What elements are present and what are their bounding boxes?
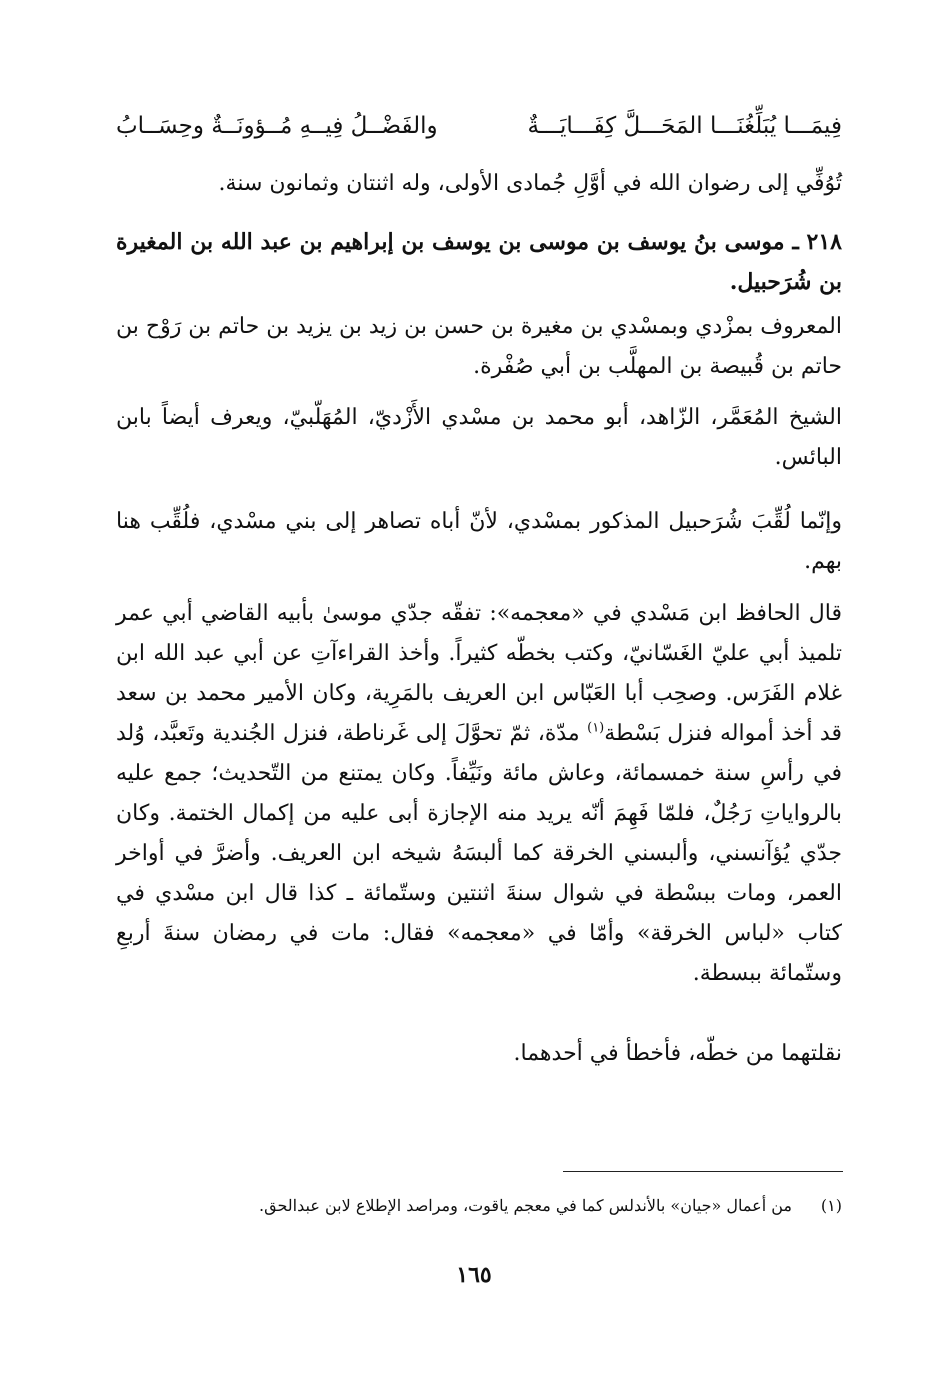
nickname-paragraph: وإنّما لُقِّبَ شُرَحبيل المذكور بمسْدي، لأنّ أباه تصاهر إلى بني مسْدي، فلُقِّب هنا بهم. [116,509,842,574]
verse-second-hemistich: والفَضْــلُ فِيــهِ مُــؤونَــةٌ وحِسَــابُ [116,113,438,139]
titles-paragraph: الشيخ المُعَمَّر، الزّاهد، أبو محمد بن مسْدي الأَزْديّ، المُهَلّبيّ، ويعرف أيضاً بابن البائس. [116,405,842,470]
biography-text-part-2: مدّة، ثمّ تحوَّلَ إلى غَرناطة، فنزل الجُندية وتَعبَّد، وُلد في رأسِ سنة خمسمائة، وعاش مائة ونَيِّفاً. وكان يمتنع من التّحديث؛ جمع عليه بالرواياتِ رَجُلٌ، فلمّا فَهِمَ أنّه يريد منه الإجازة أبى عليه من إكمال الختمة. وكان جدّي يُؤآنسني، وألبسني الخرقة كما ألبسَهُ شيخه ابن العريف. وأضرَّ في أواخر العمر، ومات ببسْطة في شوال سنةَ اثنتين وستّمائة ـ كذا قال ابن مسْدي في كتاب «لباس الخرقة» وأمّا في «معجمه» فقال: مات في رمضان سنةَ أربعِ وستّمائة ببسطة. [116,721,842,986]
footnote-text: من أعمال «جيان» بالأندلس كما في معجم ياقوت، ومراصد الإطلاع لابن عبدالحق. [259,1196,792,1215]
page-number: ١٦٥ [456,1262,492,1288]
death-date-paragraph: تُوُفِّي إلى رضوان الله في أوَّلِ جُمادى الأولى، وله اثنتان وثمانون سنة. [218,171,842,196]
lineage-paragraph: المعروف بمزْدي وبمسْدي بن مغيرة بن حسن بن زيد بن يزيد بن حاتم بن رَوْح بن حاتم بن قُبيصة بن المهلَّب بن أبي صُفْرة. [116,314,842,379]
biography-text-part-1: قال الحافظ ابن مَسْدي في «معجمه»: تفقّه جدّي موسىٰ بأبيه القاضي أبي عمر تلميذ أبي عليّ الغَسّانيّ، وكتب بخطّه كثيراً. وأخذ القراءآتِ عن أبي عبد الله ابن غلام الفَرَس. وصحِب أبا العَبّاس ابن العريف بالمَرِية، وكان الأمير محمد بن سعد قد أخذ أمواله فنزل بَسْطة [116,601,842,746]
closing-note-paragraph: نقلتهما من خطّه، فأخطأ في أحدهما. [513,1041,842,1066]
footnote-reference[interactable]: (١) [587,720,605,736]
footnote-number: (١) [820,1196,842,1215]
poetry-verse [116,104,842,148]
verse-first-hemistich: فِيمَـــا يُبَلِّغُنَـــا المَحَـــلَّ كِفَـــايَـــةٌ [527,113,842,139]
entry-heading: ٢١٨ ـ موسى بنُ يوسف بن موسى بن يوسف بن إبراهيم بن عبد الله بن المغيرة بن شُرَحبيل. [116,229,842,295]
footnote-separator [563,1171,843,1172]
biography-paragraph [116,594,842,994]
footnote [116,1192,842,1220]
